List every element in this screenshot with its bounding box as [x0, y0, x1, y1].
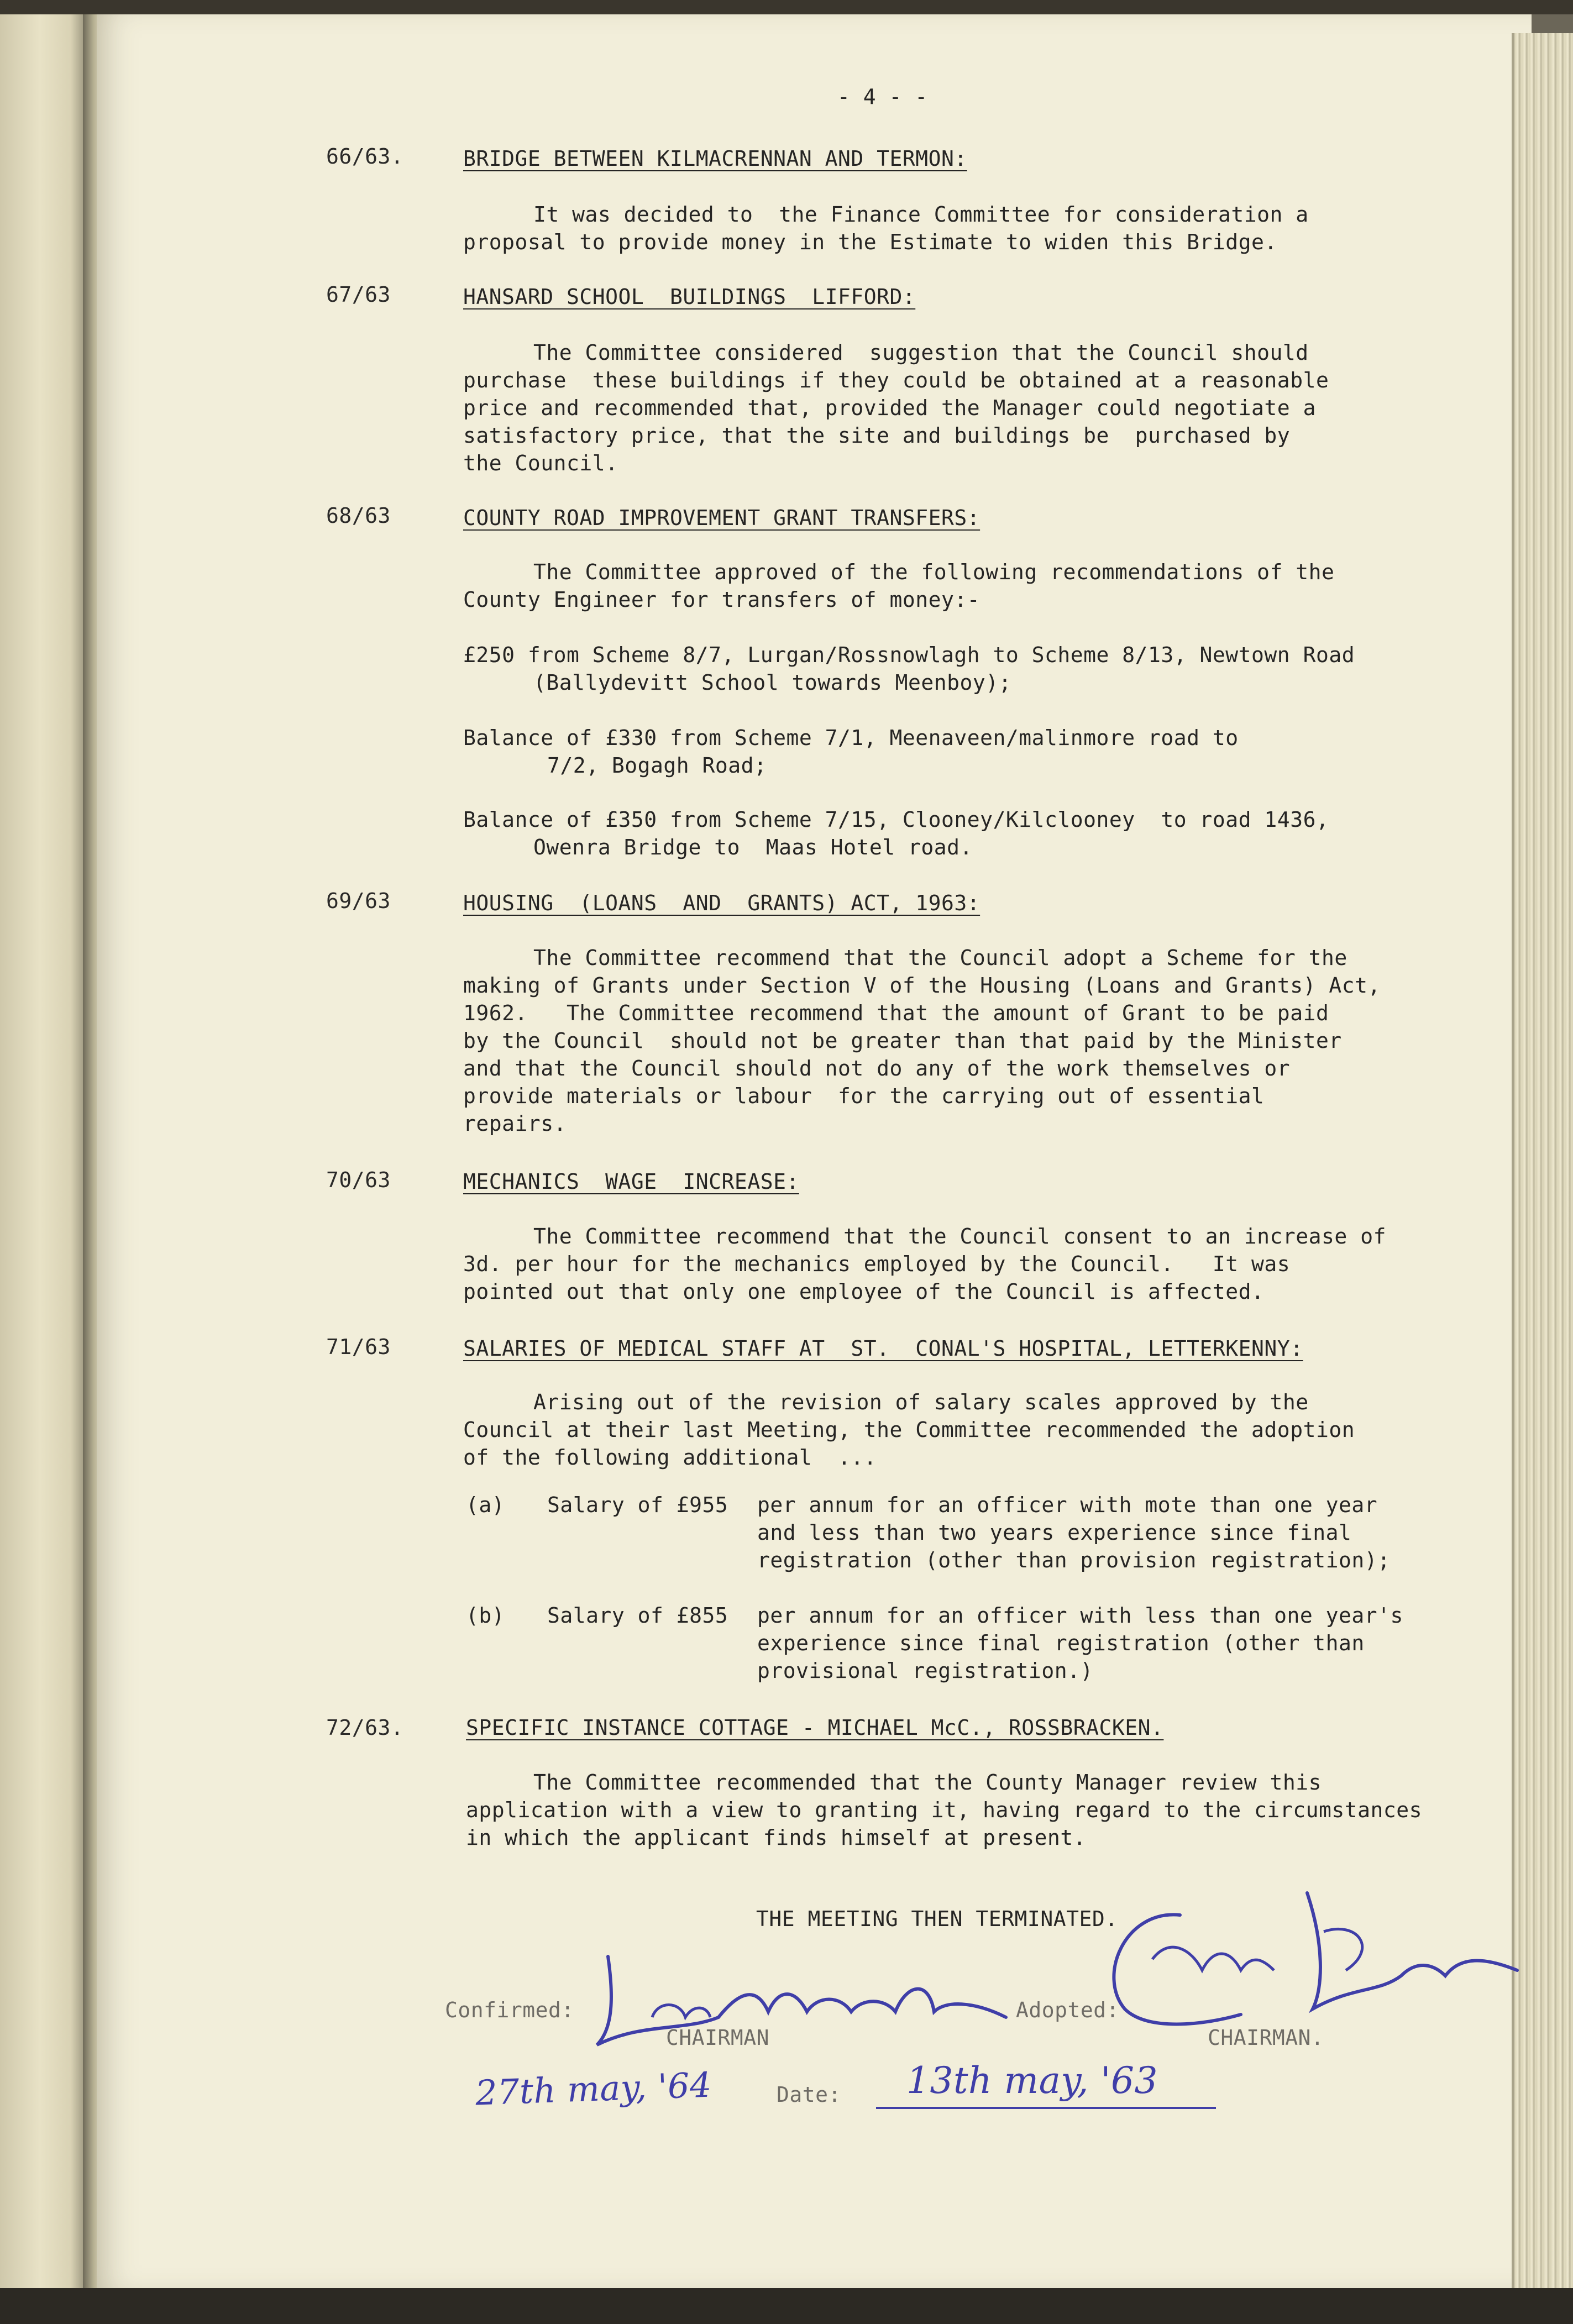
- list-line: provisional registration.): [757, 1659, 1093, 1683]
- paragraph-line: by the Council should not be greater than that paid by the Minister: [463, 1029, 1342, 1053]
- paragraph-line: of the following additional ...: [463, 1445, 877, 1470]
- confirmed-chairman-title: CHAIRMAN: [666, 2026, 770, 2050]
- paragraph-line: price and recommended that, provided the Manager could negotiate a: [463, 396, 1316, 420]
- paragraph-line: The Committee recommend that the Council consent to an increase of: [533, 1224, 1386, 1248]
- handwritten-date-right: 13th may, '63: [906, 2059, 1158, 2102]
- paragraph-line: provide materials or labour for the carrying out of essential: [463, 1084, 1265, 1108]
- minute-number: 70/63: [326, 1168, 391, 1192]
- transfer-line: £250 from Scheme 8/7, Lurgan/Rossnowlagh to Scheme 8/13, Newtown Road: [463, 643, 1355, 667]
- minute-number: 68/63: [326, 503, 391, 528]
- paragraph-line: application with a view to granting it, having regard to the circumstances: [466, 1798, 1422, 1822]
- paragraph-line: The Committee considered suggestion that the Council should: [533, 340, 1309, 365]
- minute-heading: COUNTY ROAD IMPROVEMENT GRANT TRANSFERS:: [463, 506, 980, 530]
- paragraph-line: Council at their last Meeting, the Committee recommended the adoption: [463, 1418, 1355, 1442]
- list-lead: Salary of £955: [547, 1493, 728, 1517]
- minute-number: 71/63: [326, 1335, 391, 1359]
- closing-line: THE MEETING THEN TERMINATED.: [756, 1907, 1118, 1931]
- paragraph-line: repairs.: [463, 1111, 567, 1136]
- paragraph-line: satisfactory price, that the site and buildings be purchased by: [463, 423, 1291, 448]
- paragraph-line: It was decided to the Finance Committee for consideration a: [533, 202, 1309, 227]
- paragraph-line: in which the applicant finds himself at present.: [466, 1825, 1087, 1850]
- list-line: and less than two years experience since final: [757, 1520, 1352, 1545]
- list-line: per annum for an officer with mote than one year: [757, 1493, 1378, 1517]
- transfer-line: (Ballydevitt School towards Meenboy);: [533, 670, 1011, 695]
- paragraph-line: the Council.: [463, 451, 618, 475]
- paragraph-line: 1962. The Committee recommend that the amount of Grant to be paid: [463, 1001, 1329, 1025]
- minute-heading: HANSARD SCHOOL BUILDINGS LIFFORD:: [463, 285, 916, 309]
- scanner-bottom-border: [0, 2288, 1573, 2324]
- left-page-edge: [0, 14, 88, 2288]
- date-underline: [876, 2107, 1216, 2109]
- paragraph-line: 3d. per hour for the mechanics employed by the Council. It was: [463, 1252, 1291, 1276]
- list-marker: (a): [466, 1493, 505, 1517]
- transfer-line: Owenra Bridge to Maas Hotel road.: [533, 835, 973, 859]
- paragraph-line: proposal to provide money in the Estimate to widen this Bridge.: [463, 230, 1277, 254]
- minute-heading: BRIDGE BETWEEN KILMACRENNAN AND TERMON:: [463, 146, 967, 171]
- minute-heading: HOUSING (LOANS AND GRANTS) ACT, 1963:: [463, 891, 980, 915]
- paragraph-line: The Committee recommend that the Council adopt a Scheme for the: [533, 946, 1347, 970]
- minute-heading: SPECIFIC INSTANCE COTTAGE - MICHAEL McC., ROSSBRACKEN.: [466, 1716, 1164, 1740]
- paragraph-line: and that the Council should not do any of the work themselves or: [463, 1056, 1291, 1080]
- minute-heading: MECHANICS WAGE INCREASE:: [463, 1169, 799, 1194]
- paragraph-line: purchase these buildings if they could be obtained at a reasonable: [463, 368, 1329, 392]
- handwritten-date-left: 27th may, '64: [474, 2064, 712, 2113]
- date-label: Date:: [777, 2082, 841, 2107]
- paragraph-line: County Engineer for transfers of money:-: [463, 587, 980, 612]
- list-line: registration (other than provision registration);: [757, 1548, 1391, 1572]
- adopted-chairman-title: CHAIRMAN.: [1208, 2026, 1324, 2050]
- minute-heading: SALARIES OF MEDICAL STAFF AT ST. CONAL'S HOSPITAL, LETTERKENNY:: [463, 1336, 1303, 1361]
- transfer-line: Balance of £350 from Scheme 7/15, Clooney/Kilclooney to road 1436,: [463, 807, 1329, 832]
- list-line: per annum for an officer with less than one year's: [757, 1603, 1403, 1628]
- page-stack-edges: [1514, 33, 1573, 2288]
- paragraph-line: The Committee approved of the following recommendations of the: [533, 560, 1335, 584]
- transfer-line: 7/2, Bogagh Road;: [547, 753, 767, 778]
- list-lead: Salary of £855: [547, 1603, 728, 1628]
- page-number: - 4 - -: [837, 85, 928, 109]
- transfer-line: Balance of £330 from Scheme 7/1, Meenaveen/malinmore road to: [463, 726, 1239, 750]
- paragraph-line: making of Grants under Section V of the Housing (Loans and Grants) Act,: [463, 973, 1381, 998]
- adopted-label: Adopted:: [1016, 1998, 1120, 2022]
- minute-number: 72/63.: [326, 1716, 404, 1740]
- minute-number: 67/63: [326, 282, 391, 307]
- signature-left: [575, 1934, 1017, 2078]
- list-line: experience since final registration (other than: [757, 1631, 1365, 1655]
- minute-number: 69/63: [326, 889, 391, 913]
- confirmed-label: Confirmed:: [445, 1998, 574, 2022]
- scanner-top-border: [0, 0, 1573, 14]
- list-marker: (b): [466, 1603, 505, 1628]
- paragraph-line: pointed out that only one employee of the Council is affected.: [463, 1279, 1265, 1304]
- signature-right: [1092, 1876, 1523, 2059]
- paragraph-line: Arising out of the revision of salary scales approved by the: [533, 1390, 1309, 1414]
- paragraph-line: The Committee recommended that the County Manager review this: [533, 1770, 1322, 1795]
- minute-number: 66/63.: [326, 144, 404, 169]
